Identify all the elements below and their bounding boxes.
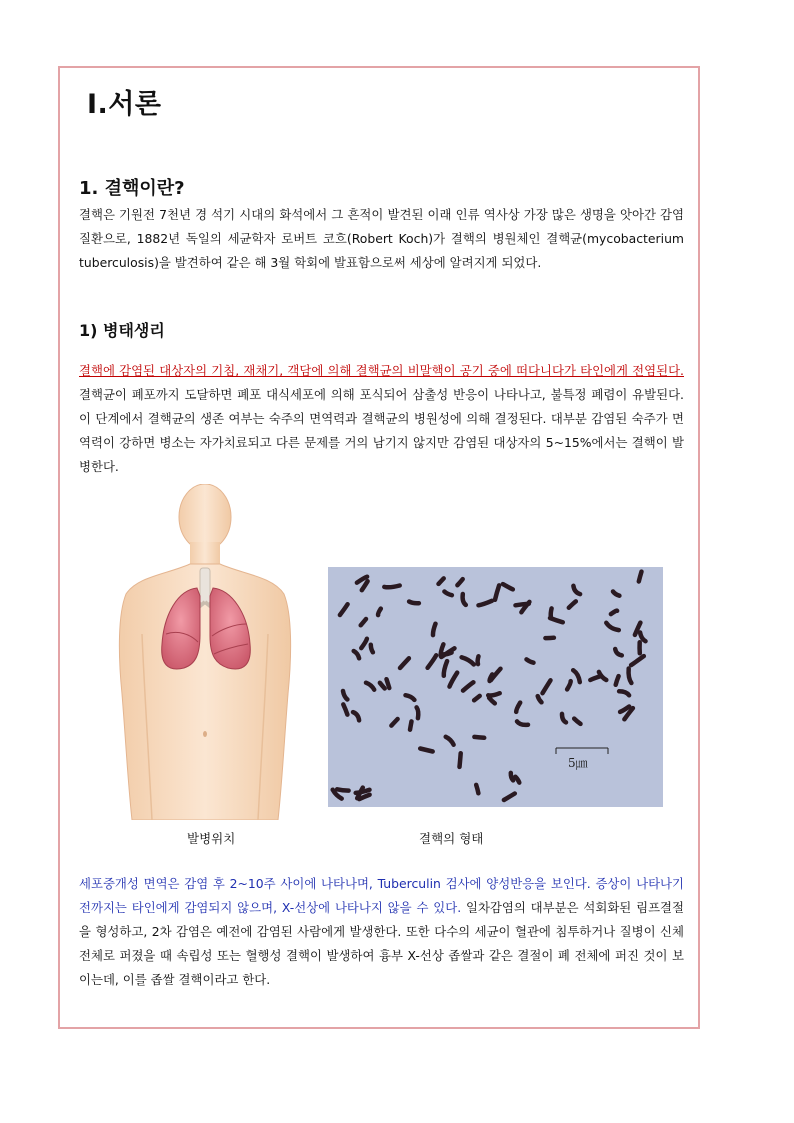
page-title: Ⅰ.서론 xyxy=(87,89,162,120)
bacillus xyxy=(433,624,436,635)
body-lungs-illustration xyxy=(108,484,298,820)
bacillus xyxy=(616,676,619,685)
bacillus xyxy=(474,737,484,738)
scale-label: 5㎛ xyxy=(568,756,588,770)
pathophysiology-paragraph xyxy=(79,359,684,479)
immunity-text: 일차감염의 대부분은 석회화된 림프결절을 형성하고, 2차 감염은 예전에 감염된 사람에게 발생한다. 또한 다수의 세균이 혈관에 침투하거나 질병이 신체 전체로 퍼졌을 때 속립성 또는 혈행성 결핵이 발생하여 흉부 X-선상 좁쌀과 같은 결절이 폐 전체에 퍼진 것이 보이는데, 이를 좁쌀 결핵이라고 한다. xyxy=(79,900,684,987)
bacillus xyxy=(387,679,390,688)
section-heading-pathophysiology: 1) 병태생리 xyxy=(79,321,165,340)
section-heading-tuberculosis: 1. 결핵이란? xyxy=(79,178,185,199)
bacillus xyxy=(410,721,412,729)
bacilli-micrograph xyxy=(328,567,663,807)
caption-disease-location: 발병위치 xyxy=(187,831,236,846)
bacillus xyxy=(337,789,349,790)
bacillus xyxy=(417,707,419,718)
bacillus xyxy=(489,674,492,681)
bacillus xyxy=(478,656,479,664)
bacillus xyxy=(371,645,373,653)
bacillus xyxy=(476,785,478,793)
bacillus xyxy=(488,693,500,695)
caption-tb-morphology: 결핵의 형태 xyxy=(419,831,484,846)
immunity-highlight: 세포중개성 면역은 감염 후 2~10주 사이에 나타나며, Tuberculin 검사에 양성반응을 보인다. 증상이 나타나기 전까지는 타인에게 감염되지 않으며, X-선상에 나타나지 않을 수 있다. xyxy=(79,876,684,915)
bacillus xyxy=(420,749,433,752)
pathophysiology-text: 결핵균이 폐포까지 도달하면 폐포 대식세포에 의해 포식되어 삼출성 반응이 나타나고, 불특정 폐렴이 유발된다. 이 단계에서 결핵균의 생존 여부는 숙주의 면역력과 결핵균의 병원성에 의해 결정된다. 대부분 감염된 숙주가 면역력이 강하면 병소는 자가치료되고 다른 문제를 거의 남기지 않지만 감염된 대상자의 5~15%에서는 결핵이 발병한다. xyxy=(79,387,684,474)
transmission-highlight: 결핵에 감염된 대상자의 기침, 재채기, 객담에 의해 결핵균의 비말핵이 공기 중에 떠다니다가 타인에게 전염된다. xyxy=(79,363,684,378)
bacillus xyxy=(460,753,461,767)
immunity-paragraph xyxy=(79,872,684,992)
bacillus xyxy=(384,586,399,588)
bacillus xyxy=(409,602,419,604)
bacillus xyxy=(639,572,642,582)
intro-paragraph: 결핵은 기원전 7천년 경 석기 시대의 화석에서 그 흔적이 발견된 이래 인류 역사상 가장 많은 생명을 앗아간 감염 질환으로, 1882년 독일의 세균학자 로버트 코흐(Robert Koch)가 결핵의 병원체인 결핵균(mycobacterium tuberculosis)을 발견하여 같은 해 3월 학회에 발표함으로써 세상에 알려지게 되었다. xyxy=(79,207,684,270)
bacillus xyxy=(511,773,513,781)
bacillus xyxy=(551,608,552,617)
